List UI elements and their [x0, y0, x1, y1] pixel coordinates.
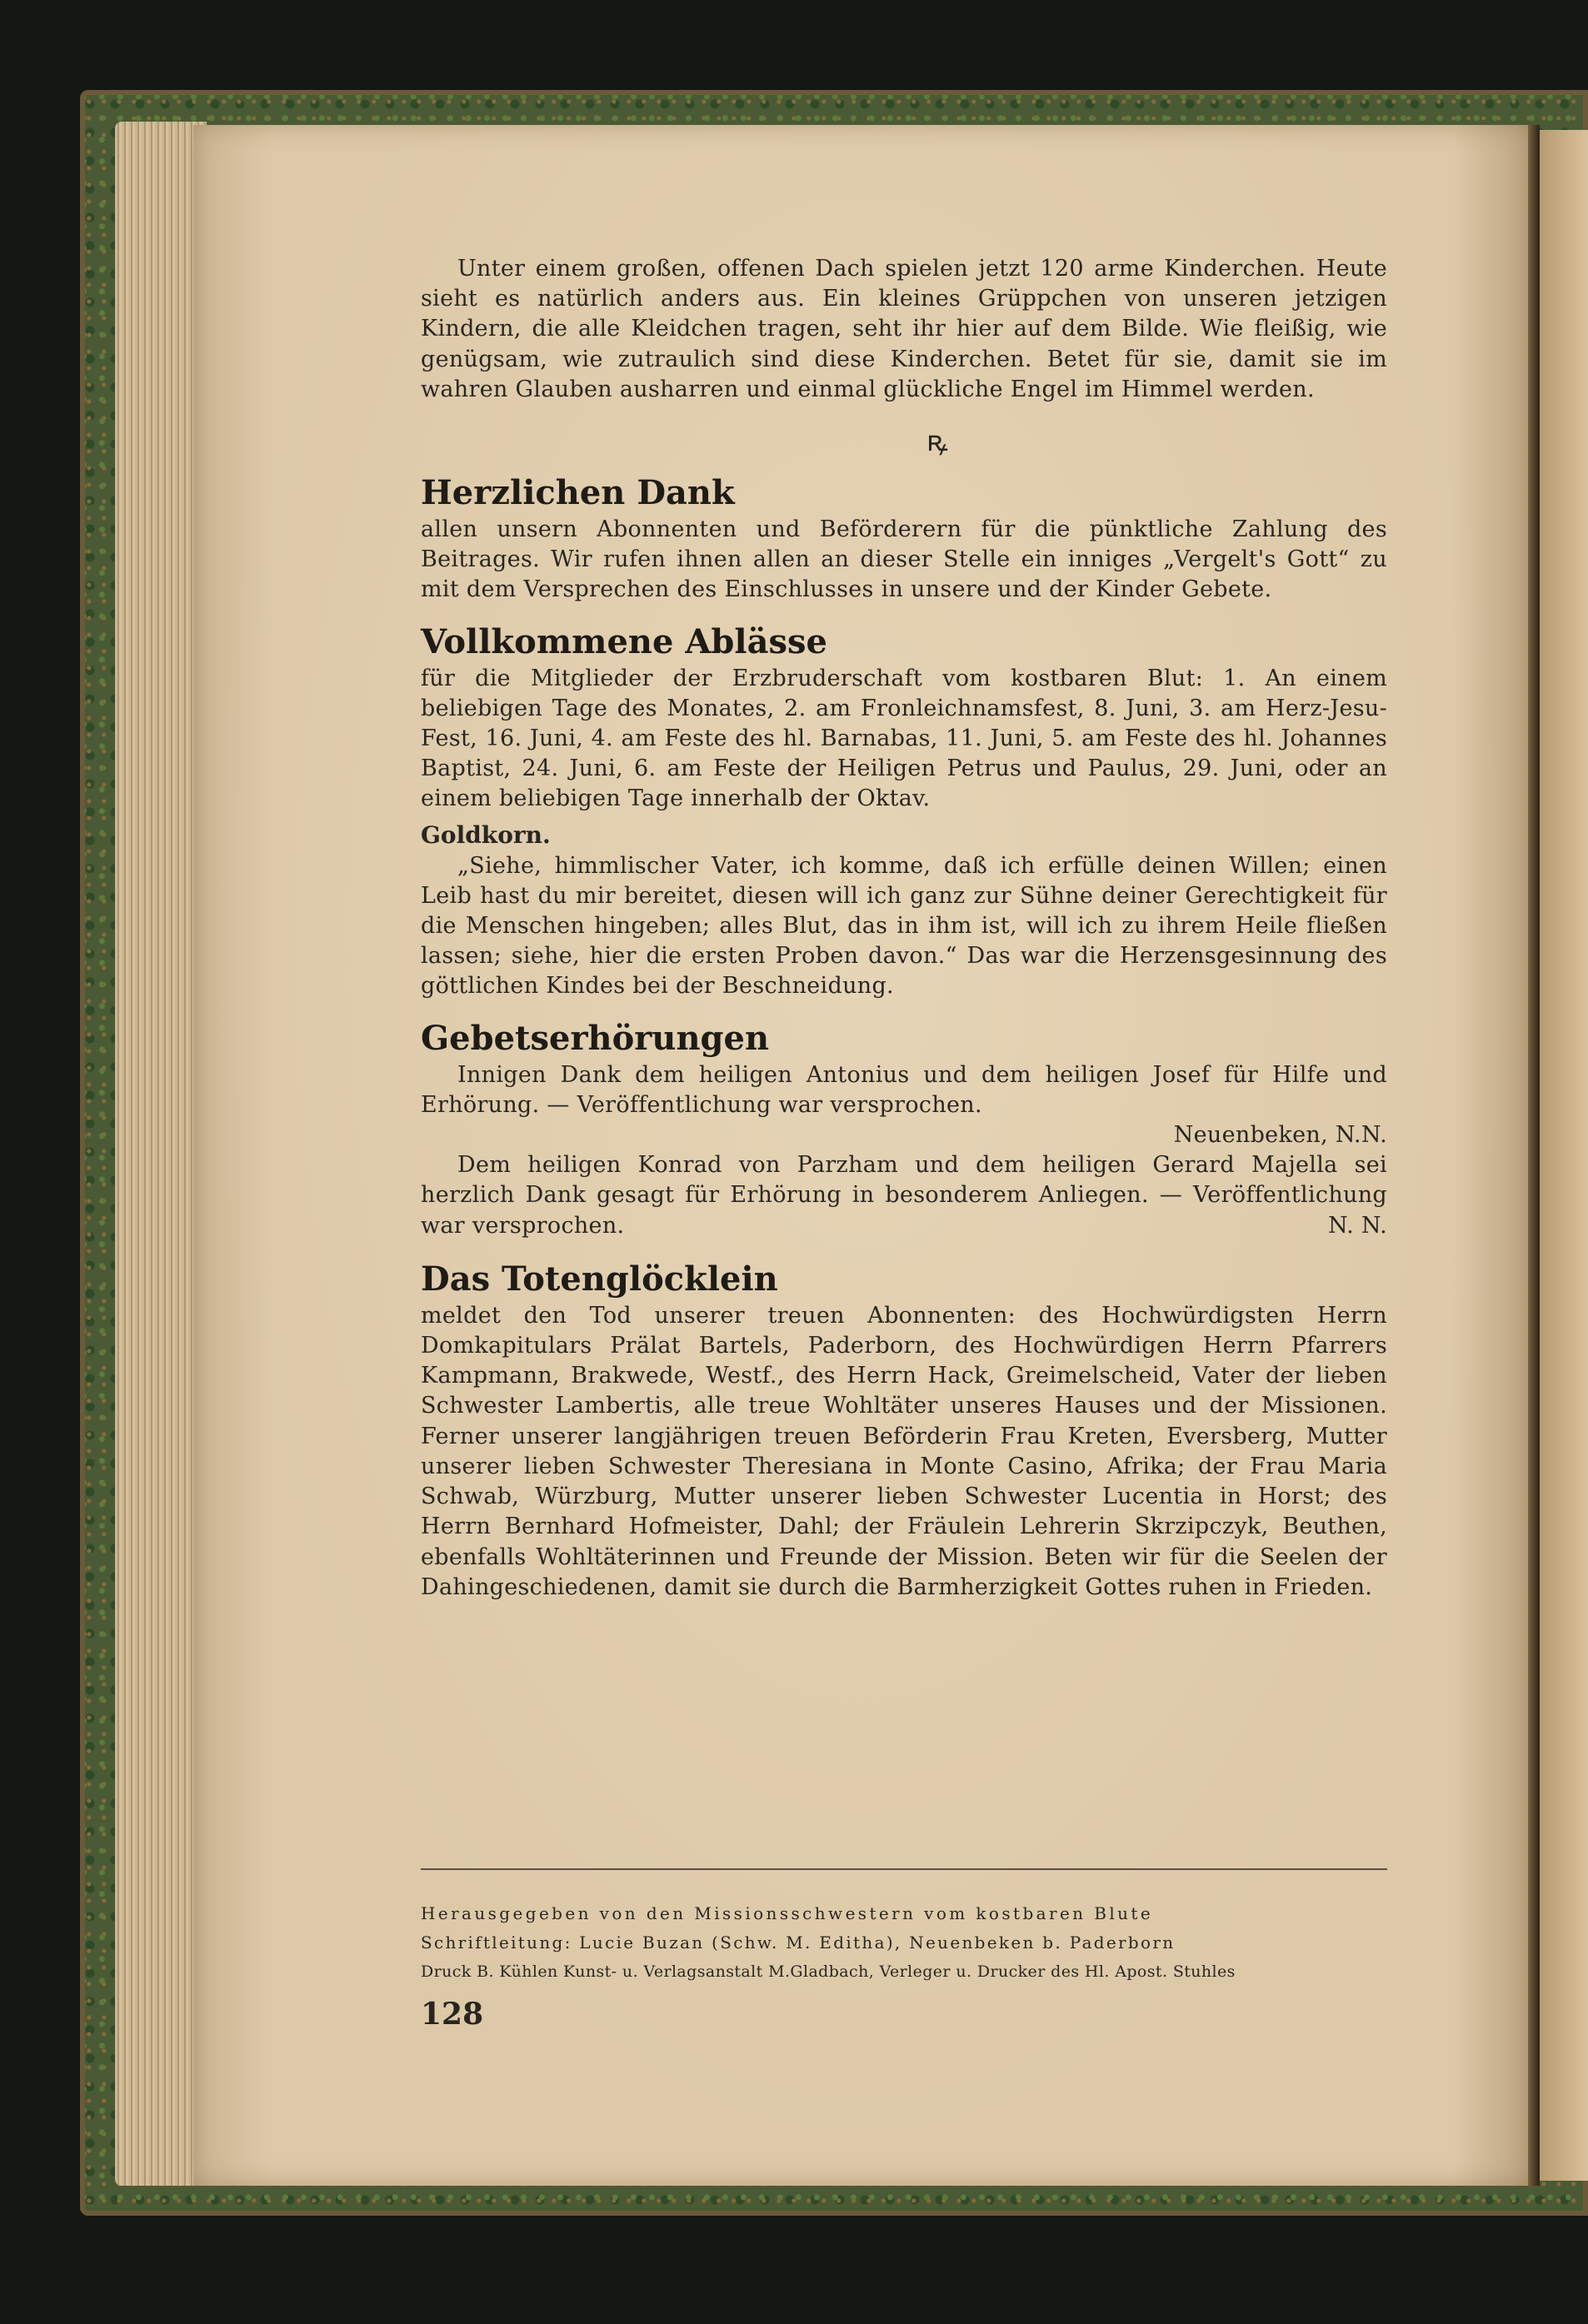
imprint-editor: Schriftleitung: Lucie Buzan (Schw. M. Editha), Neuenbeken b. Paderborn — [421, 1933, 1176, 1952]
imprint-publisher: Herausgegeben von den Missionsschwestern vom kostbaren Blute — [421, 1903, 1154, 1923]
ornament-glyph: ꝶ — [926, 425, 948, 459]
totengloecklein-paragraph: meldet den Tod unserer treuen Abonnenten: des Hochwürdigsten Herrn Domkapitulars Prälat Bartels, Paderborn, des Hochwürdigen Herrn Pfarrers Kampmann, Brakwede, Westf., des Herrn Hack, Greimelscheid, Vater der lieben Schwester Lambertis, alle treue Wohltäter unseres Hauses und der Missionen. Ferner unserer langjährigen treuen Beförderin Frau Kreten, Eversberg, Mutter unserer lieben Schwester Theresiana in Monte Casino, Afrika; der Frau Maria Schwab, Würzburg, Mutter unserer lieben Schwester Lucentia in Horst; des Herrn Bernhard Hofmeister, Dahl; der Fräulein Lehrerin Skrzipczyk, Beuthen, ebenfalls Wohltäterinnen und Freunde der Mission. Beten wir für die Seelen der Dahingeschiedenen, damit sie durch die Barmherzigkeit Gottes ruhen in Frieden. — [421, 1302, 1387, 1600]
erhoerung-paragraph-2-text: Dem heiligen Konrad von Parzham und dem heiligen Gerard Majella sei herzlich Dank gesagt für Erhörung in besonderem Anliegen. — Veröffentlichung war versprochen. — [421, 1152, 1387, 1239]
heading-totengloecklein: Das Totenglöcklein — [421, 1259, 778, 1299]
heading-gebetserhoerungen: Gebetserhörungen — [421, 1018, 770, 1058]
signature-2: N. N. — [1327, 1212, 1387, 1239]
goldkorn-paragraph: „Siehe, himmlischer Vater, ich komme, daß ich erfülle deinen Willen; einen Leib hast du mir bereitet, diesen will ich ganz zur Sühne deiner Gerechtigkeit für die Menschen hingeben; alles Blut, das in ihm ist, will ich zu ihrem Heile fließen lassen; siehe, hier die ersten Proben davon.“ Das war die Herzensgesinnung des göttlichen Kindes bei der Beschneidung. — [421, 852, 1387, 1000]
subheading-goldkorn: Goldkorn. — [421, 820, 551, 849]
facing-page-edge — [1540, 130, 1588, 2181]
erhoerung-paragraph-1: Innigen Dank dem heiligen Antonius und dem heiligen Josef für Hilfe und Erhörung. — Veröffentlichung war versprochen. — [421, 1061, 1387, 1118]
footer-divider — [421, 1868, 1387, 1870]
page-text — [421, 254, 1387, 1603]
imprint-printer: Druck B. Kühlen Kunst- u. Verlagsanstalt M.Gladbach, Verleger u. Drucker des Hl. Apost. Stuhles — [421, 1962, 1236, 1981]
page-number: 128 — [421, 1997, 484, 2032]
intro-paragraph: Unter einem großen, offenen Dach spielen jetzt 120 arme Kinderchen. Heute sieht es natürlich anders aus. Ein kleines Grüppchen von unseren jetzigen Kindern, die alle Kleidchen tragen, seht ihr hier auf dem Bilde. Wie fleißig, wie genügsam, wie zutraulich sind diese Kinderchen. Betet für sie, damit sie im wahren Glauben ausharren und einmal glückliche Engel im Himmel werden. — [421, 256, 1387, 402]
book-gutter — [1528, 125, 1540, 2186]
ablaesse-paragraph: für die Mitglieder der Erzbruderschaft vom kostbaren Blut: 1. An einem beliebigen Tage des Monates, 2. am Fronleichnamsfest, 8. Juni, 3. am Herz-Jesu-Fest, 16. Juni, 4. am Feste des hl. Barnabas, 11. Juni, 5. am Feste des hl. Johannes Baptist, 24. Juni, 6. am Feste der Heiligen Petrus und Paulus, 29. Juni, oder an einem beliebigen Tage innerhalb der Oktav. — [421, 665, 1387, 812]
dank-paragraph: allen unsern Abonnenten und Beförderern für die pünktliche Zahlung des Beitrages. Wir rufen ihnen allen an dieser Stelle ein inniges „Vergelt's Gott“ zu mit dem Versprechen des Einschlusses in unsere und der Kinder Gebete. — [421, 516, 1387, 603]
signature-1: Neuenbeken, N.N. — [1173, 1122, 1387, 1149]
heading-ablaesse: Vollkommene Ablässe — [421, 621, 827, 661]
erhoerung-paragraph-2 — [421, 1150, 1387, 1241]
heading-herzlichen-dank: Herzlichen Dank — [421, 473, 735, 513]
imprint — [421, 1899, 1387, 1987]
